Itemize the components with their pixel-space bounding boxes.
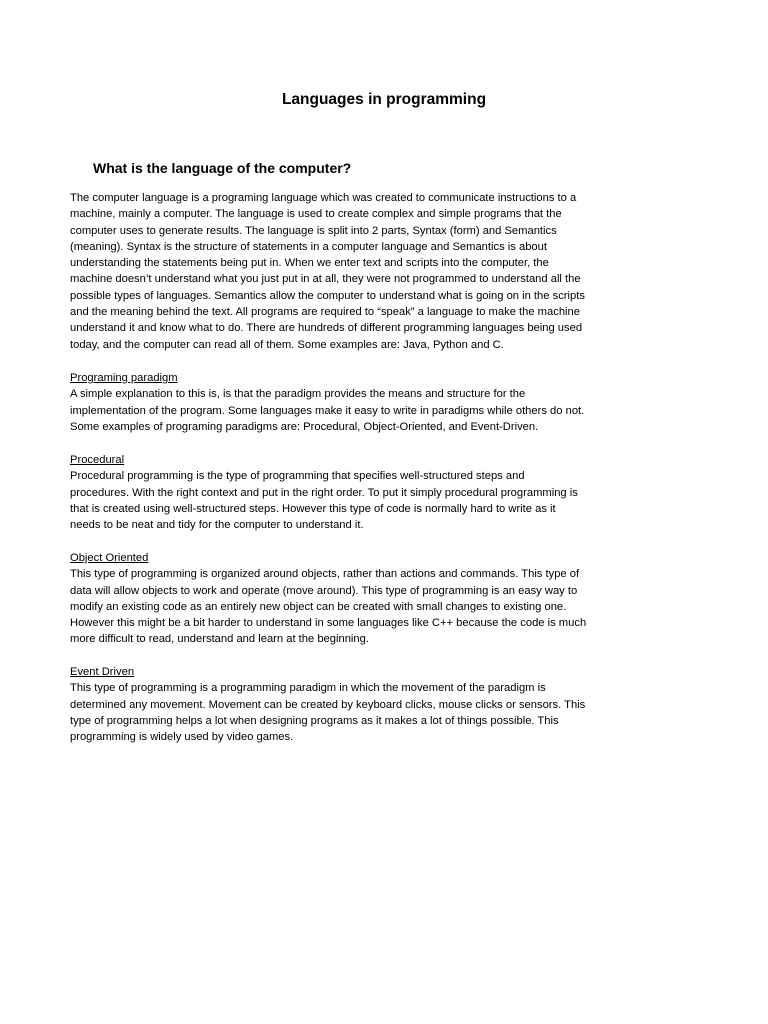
section-object-oriented: [70, 550, 682, 648]
document-subtitle: What is the language of the computer?: [93, 160, 352, 176]
section-heading: Event Driven: [70, 666, 135, 678]
document-title: Languages in programming: [281, 91, 487, 108]
paragraph-line: that is created using well-structured steps. However this type of code is normally hard to write as it: [70, 502, 556, 515]
paragraph-line: understand it and know what to do. There are hundreds of different programming languages being used: [70, 322, 583, 335]
paragraph-line: determined any movement. Movement can be created by keyboard clicks, mouse clicks or sensors. This: [70, 698, 586, 711]
section-heading: Object Oriented: [70, 552, 149, 564]
paragraph-line: machine doesn’t understand what you just put in at all, they were not programmed to understand all the: [70, 273, 581, 286]
section-event-driven: [70, 664, 682, 745]
intro-paragraph: [70, 190, 682, 353]
paragraph-line: today, and the computer can read all of them. Some examples are: Java, Python and C.: [70, 338, 504, 351]
paragraph-line: procedures. With the right context and put in the right order. To put it simply procedural programming is: [70, 486, 578, 499]
paragraph-line: modify an existing code as an entirely new object can be created with small changes to existing one.: [70, 600, 567, 613]
section-programing-paradigm: [70, 370, 682, 435]
paragraph-line: However this might be a bit harder to understand in some languages like C++ because the code is much: [70, 617, 587, 630]
paragraph-line: type of programming helps a lot when designing programs as it makes a lot of things possible. This: [70, 714, 559, 727]
paragraph-line: and the meaning behind the text. All programs are required to “speak” a language to make the machine: [70, 306, 580, 319]
section-heading: Programing paradigm: [70, 372, 178, 384]
paragraph-line: possible types of languages. Semantics allow the computer to understand what is going on in the scripts: [70, 289, 585, 302]
paragraph-line: data will allow objects to work and operate (move around). This type of programming is an easy way to: [70, 584, 578, 597]
paragraph-line: programming is widely used by video games.: [70, 731, 294, 744]
paragraph-line: implementation of the program. Some languages make it easy to write in paradigms while others do not.: [70, 404, 585, 417]
paragraph-line: machine, mainly a computer. The language is used to create complex and simple programs that the: [70, 208, 562, 221]
section-heading: Procedural: [70, 454, 125, 466]
paragraph-line: understanding the statements being put in. When we enter text and scripts into the computer, the: [70, 257, 549, 270]
paragraph-line: Some examples of programing paradigms are: Procedural, Object-Oriented, and Event-Driven.: [70, 420, 539, 433]
paragraph-line: This type of programming is organized around objects, rather than actions and commands. This type of: [70, 568, 580, 581]
paragraph-line: more difficult to read, understand and learn at the beginning.: [70, 633, 369, 646]
paragraph-line: needs to be neat and tidy for the computer to understand it.: [70, 519, 364, 532]
paragraph-line: A simple explanation to this is, is that the paradigm provides the means and structure for the: [70, 388, 526, 401]
paragraph-line: (meaning). Syntax is the structure of statements in a computer language and Semantics is about: [70, 240, 547, 253]
paragraph-line: This type of programming is a programming paradigm in which the movement of the paradigm is: [70, 682, 546, 695]
paragraph-line: Procedural programming is the type of programming that specifies well-structured steps and: [70, 470, 525, 483]
paragraph-line: computer uses to generate results. The language is split into 2 parts, Syntax (form) and Semantics: [70, 224, 557, 237]
paragraph-line: The computer language is a programing language which was created to communicate instructions to a: [70, 192, 577, 204]
section-procedural: [70, 452, 682, 533]
